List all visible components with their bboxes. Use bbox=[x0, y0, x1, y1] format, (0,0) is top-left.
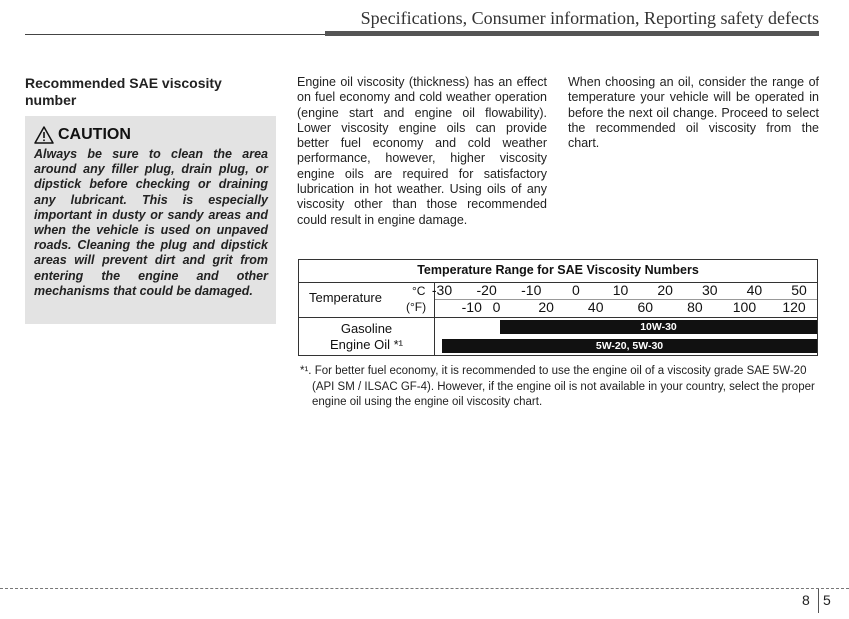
caution-box bbox=[25, 116, 276, 324]
footnote: *¹. For better fuel economy, it is recommended to use the engine oil of a viscosity grade SAE 5W-20 (API SM / ILSAC GF-4). However, if the engine oil is not available in your country, select the proper engine oil using the engine oil viscosity chart. bbox=[300, 365, 815, 408]
fahrenheit-tick: 80 bbox=[687, 299, 703, 315]
celsius-tick: 10 bbox=[612, 282, 629, 298]
fahrenheit-tick: -10 bbox=[461, 299, 482, 315]
page-number: 5 bbox=[823, 592, 831, 608]
celsius-tick: 20 bbox=[657, 282, 673, 298]
header-rule-bar bbox=[325, 31, 819, 36]
page-chapter-number: 8 bbox=[802, 592, 810, 608]
caution-label: CAUTION bbox=[58, 126, 131, 143]
viscosity-grade-bar: 5W-20, 5W-30 bbox=[442, 339, 817, 353]
unit-fahrenheit: (°F) bbox=[406, 300, 427, 314]
viscosity-grade-bar: 10W-30 bbox=[500, 320, 817, 334]
caution-heading bbox=[34, 124, 268, 146]
celsius-tick: 40 bbox=[746, 282, 763, 298]
body-paragraph-choosing-oil: When choosing an oil, consider the range of temperature your vehicle will be operated in before the next oil change. Proceed to select the recommended oil viscosity from the chart. bbox=[568, 75, 819, 151]
gasoline-label: Gasoline bbox=[340, 321, 393, 336]
engine-oil-label: Engine Oil *¹ bbox=[330, 337, 403, 352]
section-title: Recommended SAE viscosity number bbox=[25, 75, 222, 108]
fahrenheit-tick: 20 bbox=[538, 299, 554, 315]
footer-rule bbox=[0, 588, 849, 589]
page-number-separator bbox=[818, 589, 819, 613]
temperature-label: Temperature bbox=[309, 290, 382, 305]
fahrenheit-tick: 0 bbox=[492, 299, 501, 315]
warning-triangle-icon bbox=[34, 126, 54, 144]
fahrenheit-tick: 120 bbox=[782, 299, 806, 315]
viscosity-table-title: Temperature Range for SAE Viscosity Numbers bbox=[299, 260, 817, 283]
fahrenheit-tick: 60 bbox=[637, 299, 654, 315]
unit-celsius: °C bbox=[412, 284, 426, 298]
celsius-tick: -10 bbox=[521, 282, 542, 298]
celsius-tick: 30 bbox=[701, 282, 718, 298]
table-divider-horizontal bbox=[299, 317, 817, 318]
header-rule bbox=[25, 34, 325, 35]
body-paragraph-viscosity: Engine oil viscosity (thickness) has an effect on fuel economy and cold weather operation (engine start and engine oil flowability). Lower viscosity engine oils can provide better fuel economy and cold weather performance, however, higher viscosity engine oils are required for satisfactory lubrication in hot weather. Using oils of any viscosity other than those recommended could result in engine damage. bbox=[297, 75, 547, 227]
celsius-tick: -30 bbox=[431, 282, 453, 298]
fahrenheit-tick: 40 bbox=[587, 299, 604, 315]
celsius-tick: -20 bbox=[476, 282, 497, 298]
page-header-title: Specifications, Consumer information, Reporting safety defects bbox=[360, 8, 819, 28]
celsius-tick: 0 bbox=[571, 282, 580, 298]
celsius-tick: 50 bbox=[791, 282, 807, 298]
viscosity-table bbox=[298, 259, 818, 356]
caution-text: Always be sure to clean the area around any filler plug, drain plug, or dipstick before checking or draining any lubricant. This is especially important in dusty or sandy areas and when the vehicle is used on unpaved roads. Cleaning the plug and dipstick areas will prevent dirt and grit from entering the engine and other mechanisms that could be damaged. bbox=[34, 147, 268, 298]
fahrenheit-tick: 100 bbox=[732, 299, 757, 315]
